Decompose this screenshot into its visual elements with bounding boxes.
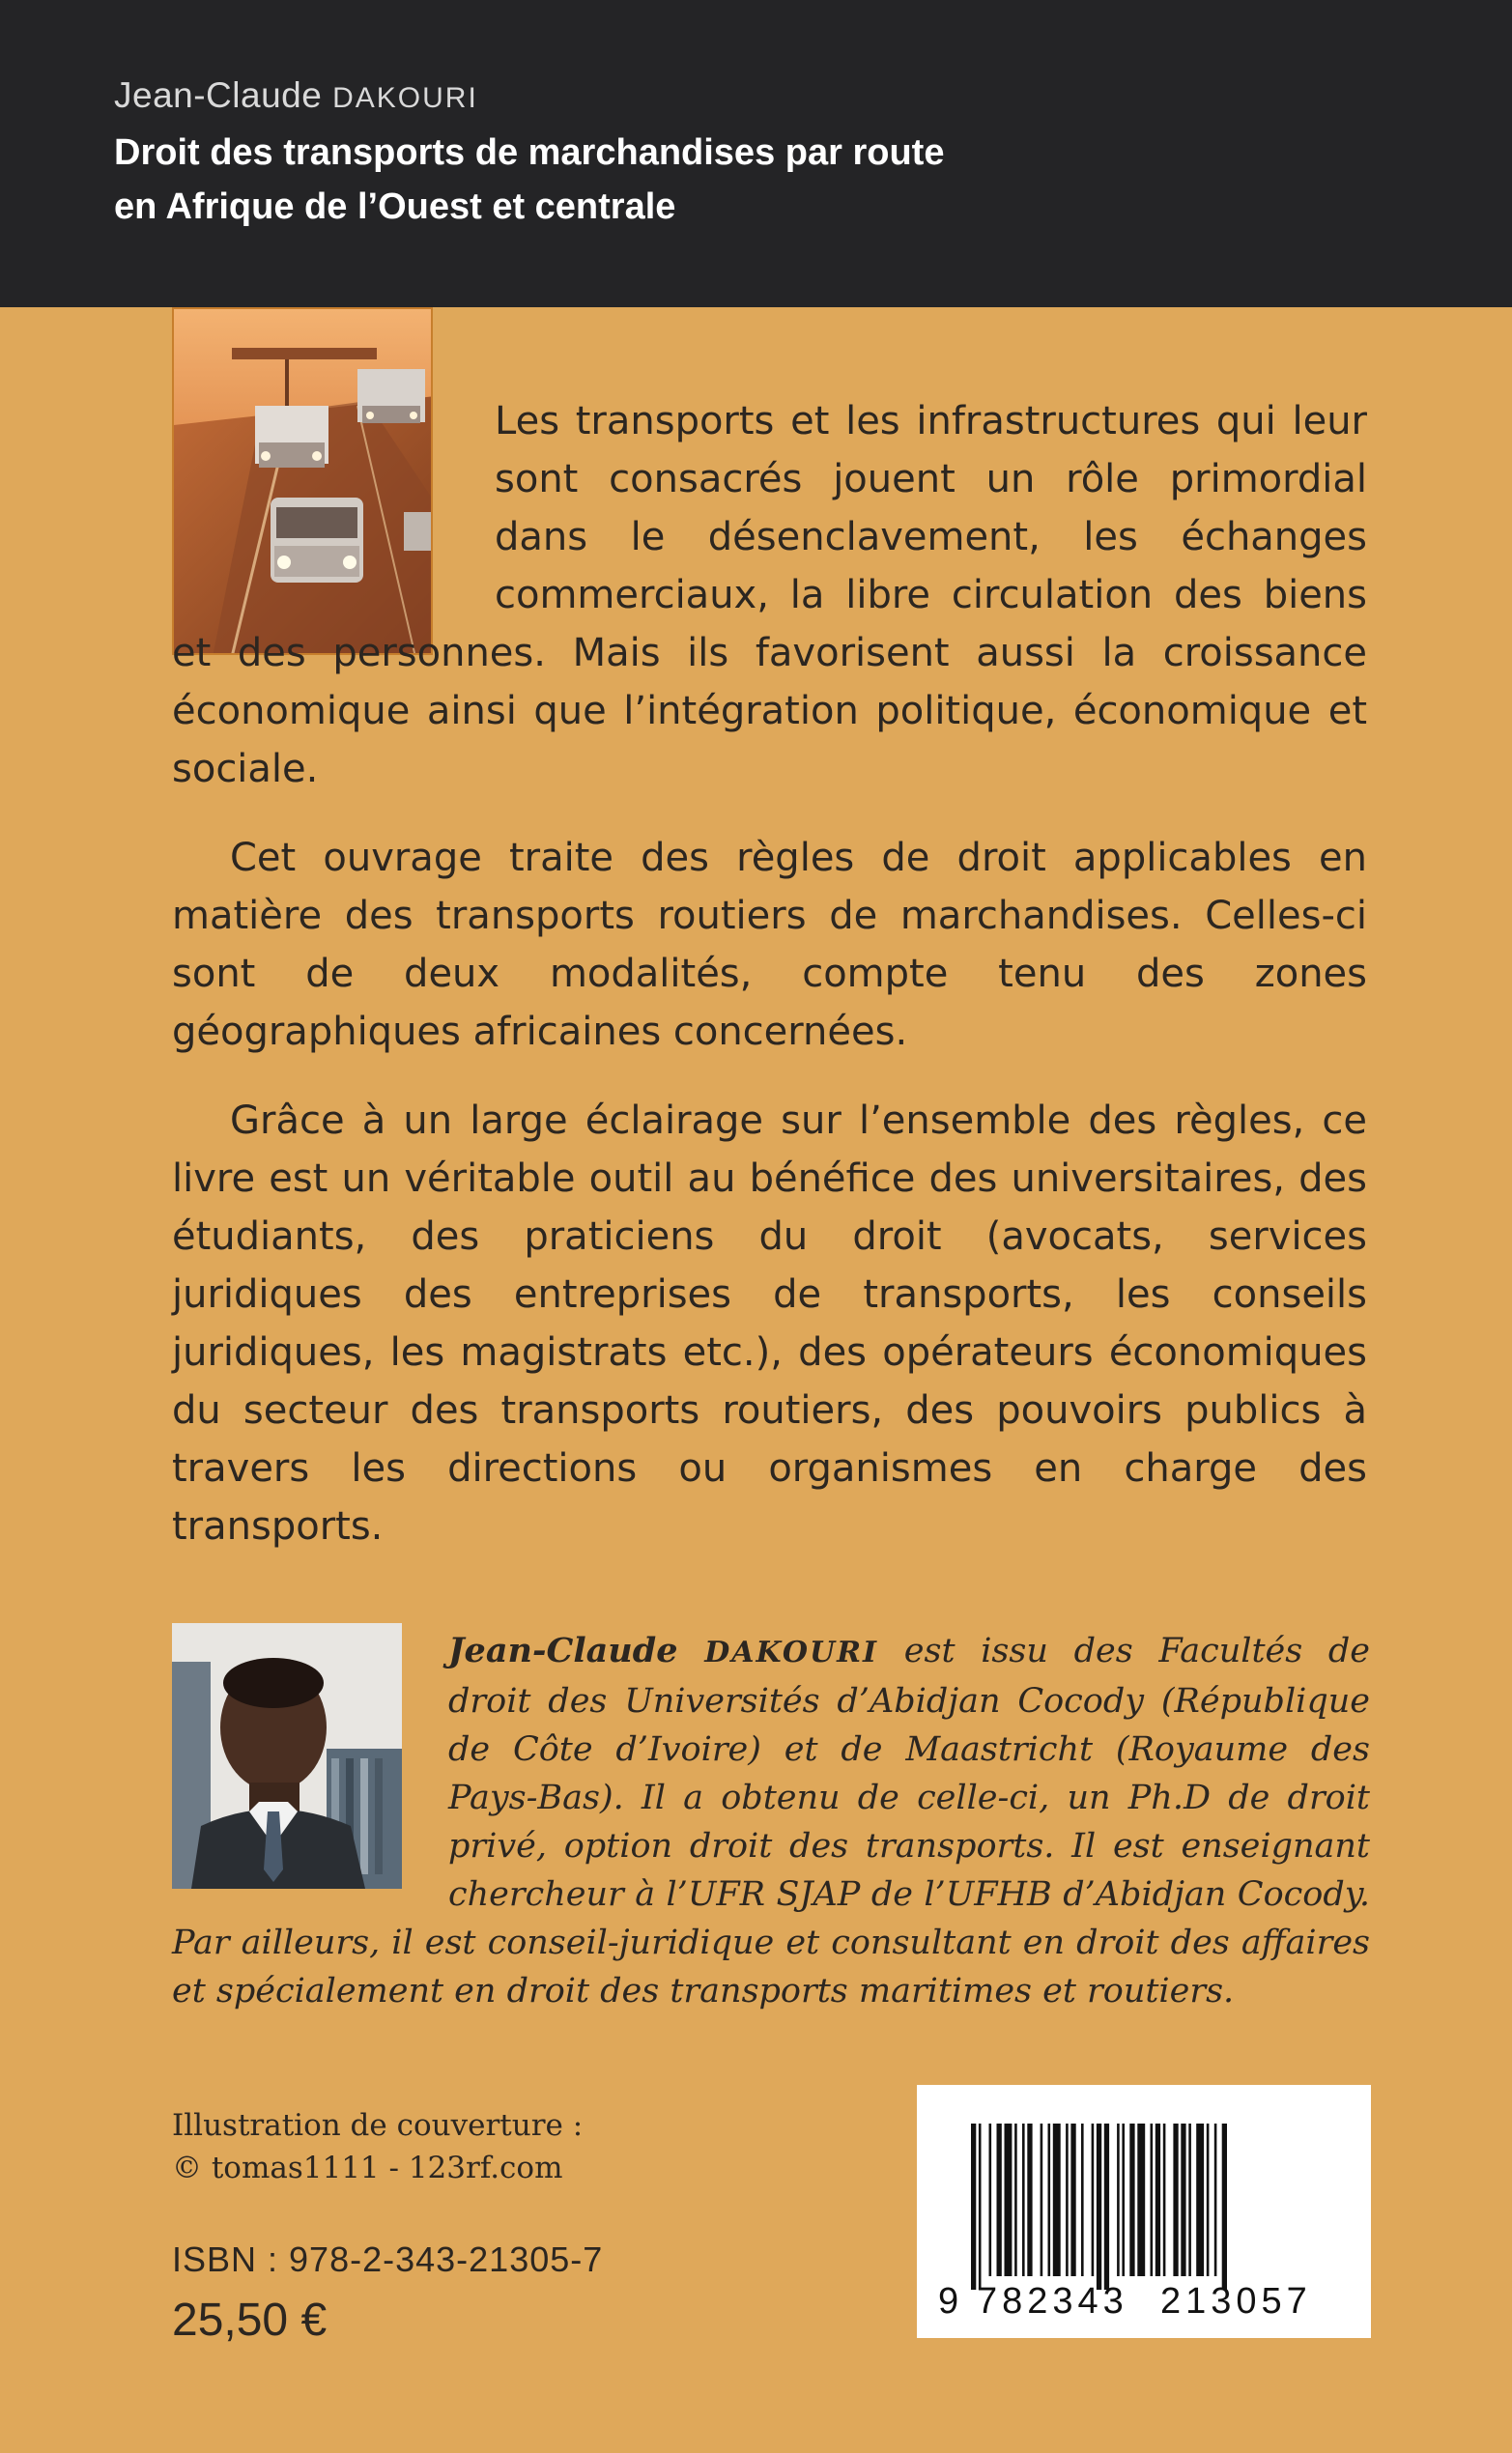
bio-author-name — [448, 1631, 878, 1670]
barcode-bar — [1214, 2124, 1217, 2276]
summary-paragraph-3: Grâce à un large éclairage sur l’ensemble des règles, ce livre est un véritable outil au bénéfice des universitaires, des étudiants, des praticiens du droit (avocats, services juridiques des entreprises de transports, les conseils juridiques, les magistrats etc.), des opérateurs économiques du secteur des transports routiers, des pouvoirs publics à travers les directions ou organismes en charge des transports. — [172, 1098, 1367, 1549]
barcode-bar — [997, 2124, 1002, 2276]
title-line-1: Droit des transports de marchandises par route — [114, 132, 945, 173]
author-first-name: Jean-Claude — [114, 75, 323, 115]
barcode-bar — [1097, 2124, 1101, 2290]
barcode-bar — [1005, 2124, 1013, 2276]
barcode-group-2: 213057 — [1160, 2281, 1312, 2322]
book-title — [114, 126, 944, 234]
barcode-bar — [1173, 2124, 1178, 2276]
bio-last-name: DAKOURI — [704, 1636, 879, 1669]
title-line-2: en Afrique de l’Ouest et centrale — [114, 186, 676, 227]
bio-first-name: Jean-Claude — [448, 1631, 678, 1670]
barcode-bar — [1022, 2124, 1025, 2276]
barcode-bar — [1041, 2124, 1043, 2276]
author-bio — [172, 1627, 1370, 2015]
barcode-bar — [1014, 2124, 1017, 2276]
barcode — [917, 2085, 1371, 2338]
barcode-bar — [1151, 2124, 1154, 2276]
price: 25,50 € — [172, 2295, 328, 2346]
barcode-bar — [979, 2124, 982, 2290]
barcode-bar — [1048, 2124, 1051, 2276]
barcode-bar — [1129, 2124, 1134, 2276]
cover-credits — [172, 2104, 583, 2189]
isbn: ISBN : 978-2-343-21305-7 — [172, 2239, 604, 2279]
header-band — [0, 0, 1512, 307]
credits-line-1: Illustration de couverture : — [172, 2108, 584, 2143]
barcode-bar — [1117, 2124, 1120, 2276]
barcode-bar — [1196, 2124, 1204, 2276]
credits-line-2: © tomas1111 - 123rf.com — [172, 2151, 563, 2185]
image-wrap-spacer — [172, 307, 495, 584]
author-last-name: DAKOURI — [332, 82, 478, 114]
summary-text — [172, 392, 1367, 1586]
barcode-bar — [1188, 2124, 1191, 2276]
barcode-bar — [1137, 2124, 1145, 2276]
bio-text: est issu des Facultés de droit des Universités d’Abidjan Cocody (République de Côte d’Ivoire) et de Maastricht (Royaume des Pays-Bas). Il a obtenu de celle-ci, un Ph.D de droit privé, option droit des transports. Il est enseignant chercheur à l’UFR SJAP de l’UFHB d’Abidjan Cocody. Par ailleurs, il est conseil-juridique et consultant en droit des affaires et spécialement en droit des transports maritimes et routiers. — [172, 1632, 1371, 2011]
barcode-bar — [1181, 2124, 1185, 2276]
barcode-bar — [989, 2124, 992, 2276]
bio-image-spacer — [172, 1619, 448, 1901]
barcode-bar — [1104, 2124, 1109, 2290]
barcode-bar — [1122, 2124, 1125, 2276]
barcode-bar — [1092, 2124, 1095, 2276]
barcode-bar — [1207, 2124, 1210, 2276]
barcode-bar — [971, 2124, 976, 2290]
barcode-bar — [1163, 2124, 1166, 2276]
barcode-bar — [1222, 2124, 1227, 2290]
barcode-bar — [1027, 2124, 1032, 2276]
barcode-bar — [1070, 2124, 1075, 2276]
barcode-bar — [1053, 2124, 1061, 2276]
barcode-first-digit: 9 — [938, 2281, 959, 2322]
barcode-bars — [971, 2124, 1227, 2290]
barcode-bar — [1081, 2124, 1084, 2276]
barcode-group-1: 782343 — [977, 2281, 1128, 2322]
author-name — [114, 75, 478, 116]
barcode-bar — [1155, 2124, 1160, 2276]
summary-paragraph-2: Cet ouvrage traite des règles de droit applicables en matière des transports routiers de marchandises. Celles-ci sont de deux modalités, compte tenu des zones géographiques africaines concernées. — [172, 836, 1367, 1054]
barcode-bar — [1066, 2124, 1069, 2276]
summary-paragraph-1: Les transports et les infrastructures qui leur sont consacrés jouent un rôle primordial dans le désenclavement, les échanges commerciaux, la libre circulation des biens et des personnes. Mais ils favorisent aussi la croissance économique ainsi que l’intégration politique, économique et sociale. — [172, 399, 1367, 791]
